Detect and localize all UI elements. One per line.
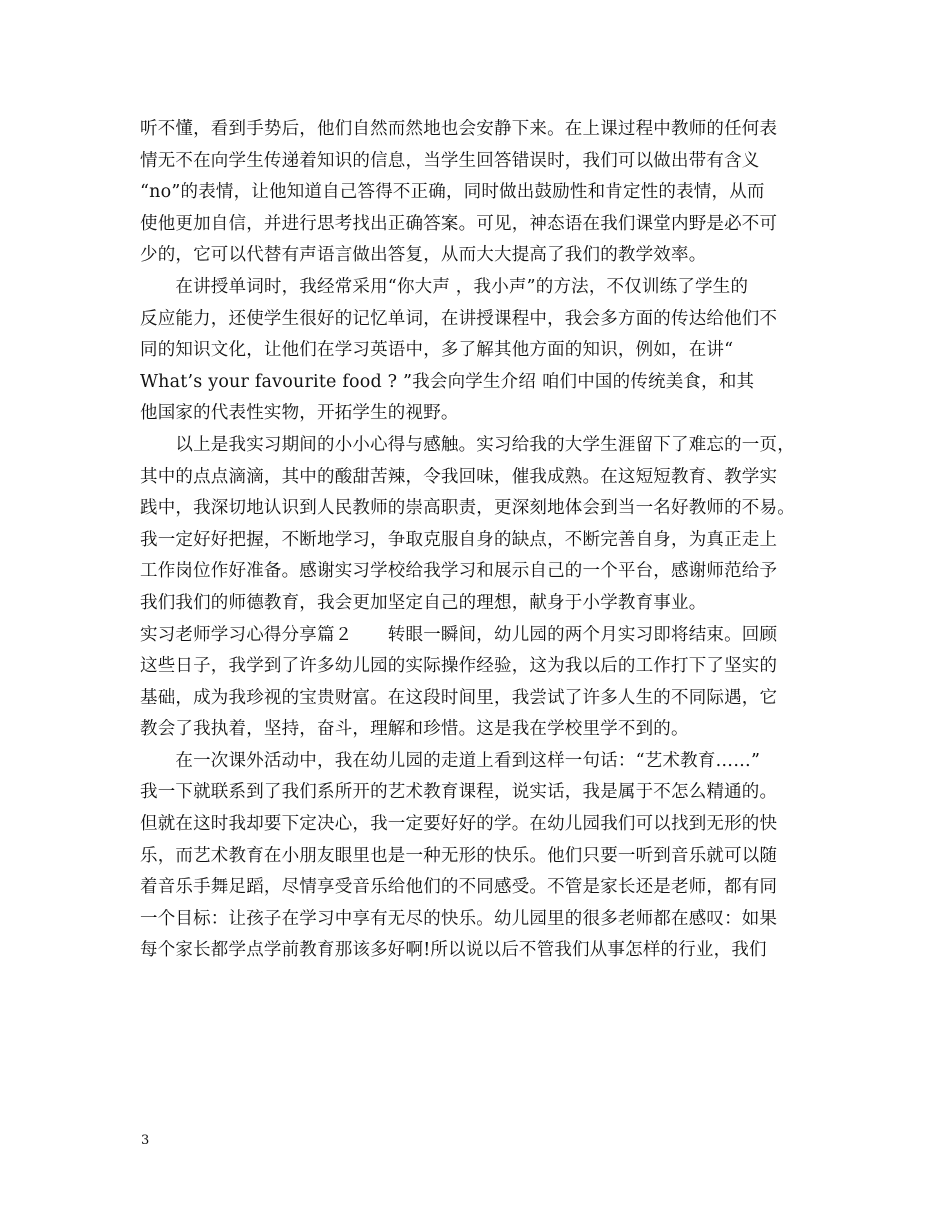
text-line: 着音乐手舞足蹈，尽情享受音乐给他们的不同感受。不管是家长还是老师，都有同 <box>140 877 778 898</box>
text-line: 情无不在向学生传递着知识的信息，当学生回答错误时，我们可以做出带有含义 <box>140 150 760 171</box>
text-line: 基础，成为我珍视的宝贵财富。在这段时间里，我尝试了许多人生的不同际遇，它 <box>140 687 778 708</box>
text-line: 在一次课外活动中，我在幼儿园的走道上看到这样一句话：“艺术教育……” <box>140 750 761 771</box>
text-line: 每个家长都学点学前教育那该多好啊!所以说以后不管我们从事怎样的行业，我们 <box>140 940 767 961</box>
text-line: 乐，而艺术教育在小朋友眼里也是一种无形的快乐。他们只要一听到音乐就可以随 <box>140 845 778 866</box>
text-line: 少的，它可以代替有声语言做出答复，从而大大提高了我们的教学效率。 <box>140 245 707 266</box>
section-heading-line: 实习老师学习心得分享篇２ 转眼一瞬间，幼儿园的两个月实习即将结束。回顾 <box>140 624 778 645</box>
text-line: 我们我们的师德教育，我会更加坚定自己的理想，献身于小学教育事业。 <box>140 592 707 613</box>
text-line: 他国家的代表性实物，开拓学生的视野。 <box>140 403 459 424</box>
text-line: 听不懂，看到手势后，他们自然而然地也会安静下来。在上课过程中教师的任何表 <box>140 119 778 139</box>
text-line: 工作岗位作好准备。感谢实习学校给我学习和展示自己的一个平台，感谢师范给予 <box>140 561 778 582</box>
page-number: 3 <box>141 1133 150 1148</box>
text-line: 反应能力，还使学生很好的记忆单词，在讲授课程中，我会多方面的传达给他们不 <box>140 308 778 329</box>
text-line: 一个目标：让孩子在学习中享有无尽的快乐。幼儿园里的很多老师都在感叹：如果 <box>140 908 778 929</box>
text-line: “no”的表情，让他知道自己答得不正确，同时做出鼓励性和肯定性的表情，从而 <box>140 182 765 203</box>
text-line: 践中，我深切地认识到人民教师的崇高职责，更深刻地体会到当一名好教师的不易。 <box>140 498 795 519</box>
text-line: 同的知识文化，让他们在学习英语中，多了解其他方面的知识，例如，在讲“ <box>140 340 734 361</box>
text-line: What’s your favourite food ? ”我会向学生介绍 咱们中国的传统美食，和其 <box>140 371 755 392</box>
text-line: 这些日子，我学到了许多幼儿园的实际操作经验，这为我以后的工作打下了坚实的 <box>140 656 778 677</box>
document-body <box>140 114 830 967</box>
text-line: 使他更加自信，并进行思考找出正确答案。可见，神态语在我们课堂内野是必不可 <box>140 213 778 234</box>
text-line: 我一定好好把握，不断地学习，争取克服自身的缺点，不断完善自身，为真正走上 <box>140 529 778 550</box>
text-line: 以上是我实习期间的小小心得与感触。实习给我的大学生涯留下了难忘的一页， <box>140 434 795 455</box>
text-line: 其中的点点滴滴，其中的酸甜苦辣，令我回味，催我成熟。在这短短教育、教学实 <box>140 466 778 487</box>
text-line: 教会了我执着，坚持，奋斗，理解和珍惜。这是我在学校里学不到的。 <box>140 719 689 740</box>
text-line: 我一下就联系到了我们系所开的艺术教育课程，说实话，我是属于不怎么精通的。 <box>140 782 778 803</box>
text-line: 但就在这时我却要下定决心，我一定要好好的学。在幼儿园我们可以找到无形的快 <box>140 814 778 835</box>
text-line: 在讲授单词时，我经常采用“你大声 ，我小声”的方法，不仅训练了学生的 <box>140 276 749 297</box>
